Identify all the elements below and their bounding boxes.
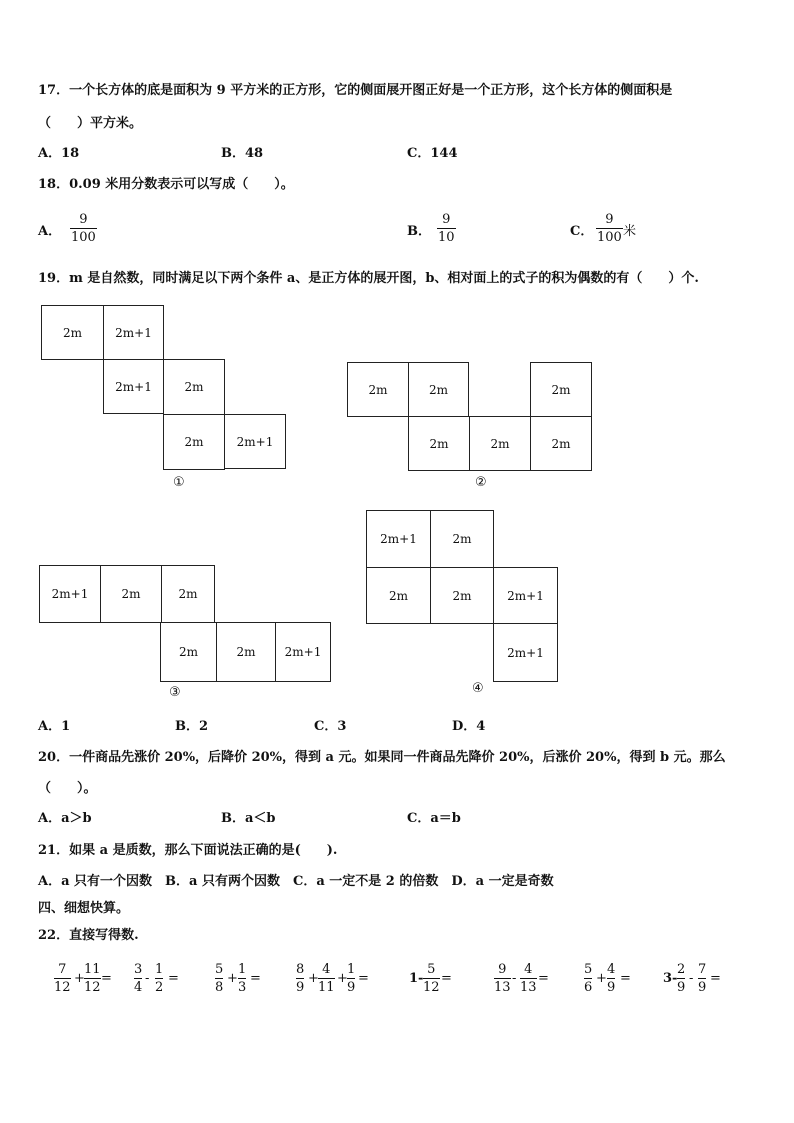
numerator: 5 [215, 962, 224, 977]
denominator: 100 [597, 230, 622, 245]
denominator: 4 [134, 980, 143, 995]
face-label: 2m+1 [115, 379, 152, 394]
q18-option-c-label: C． [570, 224, 594, 239]
numerator: 9 [79, 212, 88, 227]
e4-op1: + [308, 971, 319, 986]
numerator: 7 [698, 962, 707, 977]
denominator: 13 [494, 980, 511, 995]
q18-option-a-fraction [70, 212, 97, 245]
net1-face [103, 305, 164, 360]
e8-eq: = [710, 971, 721, 986]
e3-eq: = [250, 971, 261, 986]
numerator: 1 [238, 962, 247, 977]
q20-option-a: A．a＞b [38, 811, 92, 826]
fraction-bar [296, 978, 304, 979]
e7-frac2 [607, 962, 615, 995]
e8-frac1 [677, 962, 685, 995]
face-label: 2m [178, 645, 198, 659]
face-label: 2m [452, 532, 472, 546]
net2-mark: ② [475, 475, 487, 490]
numerator: 8 [296, 962, 305, 977]
face-label: 2m+1 [380, 532, 417, 546]
e8-prefix: 3- [663, 971, 678, 986]
e4-eq: = [358, 971, 369, 986]
e1-frac1 [54, 962, 71, 995]
q17-stem-line1: 17．一个长方体的底是面积为 9 平方米的正方形，它的侧面展开图正好是一个正方形，这个长方体的侧面积是 [38, 83, 673, 98]
q19-option-b: B．2 [175, 719, 209, 734]
net3-face [39, 565, 101, 623]
q19-option-a: A．1 [38, 719, 71, 734]
net1-mark: ① [173, 475, 185, 490]
e3-frac2 [238, 962, 246, 995]
q20-option-b: B．a＜b [221, 811, 276, 826]
q19-stem: 19．m 是自然数，同时满足以下两个条件 a、是正方体的展开图，b、相对面上的式子的积为偶数的有（ ）个. [38, 271, 699, 286]
face-label: 2m [184, 380, 204, 394]
face-label: 2m [388, 588, 408, 603]
denominator: 2 [155, 980, 164, 995]
denominator: 3 [238, 980, 247, 995]
net2-face [530, 362, 592, 417]
numerator: 1 [347, 962, 356, 977]
e6-frac1 [494, 962, 511, 995]
fraction-bar [584, 978, 592, 979]
net2-face [347, 362, 409, 417]
face-label: 2m+1 [115, 325, 152, 340]
numerator: 9 [498, 962, 507, 977]
q20-option-c: C．a＝b [407, 811, 461, 826]
numerator: 4 [524, 962, 533, 977]
e1-op1: + [74, 971, 85, 986]
denominator: 6 [584, 980, 593, 995]
fraction-bar [238, 978, 246, 979]
denominator: 9 [677, 980, 686, 995]
numerator: 3 [134, 962, 143, 977]
e8-op1: - [689, 971, 694, 986]
face-label: 2m+1 [284, 645, 322, 659]
q18-option-b-label: B． [407, 224, 431, 239]
e7-frac1 [584, 962, 592, 995]
e4-frac2 [318, 962, 335, 995]
q18-option-c-unit: 米 [623, 224, 637, 239]
face-label: 2m+1 [51, 587, 89, 601]
q20-stem-line2: （ ）。 [38, 781, 97, 796]
q18-option-b-fraction [437, 212, 456, 245]
net1-face [103, 359, 164, 414]
q20-stem-line1: 20．一件商品先涨价 20%，后降价 20%，得到 a 元。如果同一件商品先降价 20%，后涨价 20%，得到 b 元。那么 [38, 750, 726, 765]
fraction-bar [520, 978, 537, 979]
denominator: 9 [698, 980, 707, 995]
face-label: 2m [429, 436, 449, 451]
fraction-bar [318, 978, 335, 979]
net1-face [163, 359, 225, 415]
e2-frac2 [155, 962, 163, 995]
fraction-bar [437, 228, 456, 229]
face-label: 2m+1 [507, 588, 544, 603]
net4-face [430, 567, 494, 624]
net4-face [366, 567, 431, 624]
q21-options: A．a 只有一个因数 B．a 只有两个因数 C．a 一定不是 2 的倍数 D．a 一定是奇数 [38, 874, 554, 889]
e4-frac1 [296, 962, 304, 995]
e6-op1: - [512, 971, 517, 986]
e2-eq: = [168, 971, 179, 986]
q17-option-c: C．144 [407, 146, 458, 161]
q19-option-d: D．4 [452, 719, 486, 734]
face-label: 2m+1 [507, 645, 544, 660]
fraction-bar [134, 978, 142, 979]
fraction-bar [70, 228, 97, 229]
face-label: 2m [368, 382, 388, 397]
q17-option-b: B．48 [221, 146, 264, 161]
denominator: 100 [71, 230, 96, 245]
face-label: 2m [62, 325, 82, 340]
numerator: 7 [58, 962, 67, 977]
face-label: 2m [121, 587, 141, 601]
net3-face [160, 622, 217, 682]
numerator: 4 [607, 962, 616, 977]
e3-frac1 [215, 962, 223, 995]
e1-frac2 [84, 962, 101, 995]
face-label: 2m [551, 436, 571, 451]
fraction-bar [607, 978, 615, 979]
net4-face [366, 510, 431, 568]
face-label: 2m [184, 435, 204, 449]
net4-face [493, 623, 558, 682]
fraction-bar [54, 978, 71, 979]
q17-option-a: A．18 [38, 146, 80, 161]
face-label: 2m [490, 436, 510, 451]
denominator: 13 [520, 980, 537, 995]
e1-eq: = [101, 971, 112, 986]
net3-face [100, 565, 162, 623]
face-label: 2m [452, 588, 472, 603]
denominator: 9 [607, 980, 616, 995]
net1-face [41, 305, 104, 360]
fraction-bar [84, 978, 101, 979]
numerator: 11 [84, 962, 101, 977]
e5-frac1 [423, 962, 440, 995]
numerator: 4 [322, 962, 331, 977]
net2-face [530, 416, 592, 471]
e7-op1: + [596, 971, 607, 986]
net1-face [163, 414, 225, 470]
denominator: 9 [296, 980, 305, 995]
net3-face [161, 565, 215, 623]
e7-eq: = [620, 971, 631, 986]
denominator: 8 [215, 980, 224, 995]
fraction-bar [347, 978, 355, 979]
net3-face [216, 622, 276, 682]
numerator: 5 [584, 962, 593, 977]
e2-op1: - [145, 971, 150, 986]
denominator: 9 [347, 980, 356, 995]
numerator: 2 [677, 962, 686, 977]
fraction-bar [155, 978, 163, 979]
denominator: 12 [423, 980, 440, 995]
e8-frac2 [698, 962, 706, 995]
e5-prefix: 1- [409, 971, 424, 986]
denominator: 11 [318, 980, 335, 995]
net2-face [408, 416, 470, 471]
q18-stem: 18．0.09 米用分数表示可以写成（ ）。 [38, 177, 294, 192]
face-label: 2m+1 [236, 434, 274, 449]
denominator: 10 [438, 230, 455, 245]
net3-mark: ③ [169, 685, 181, 700]
net1-face [224, 414, 286, 469]
fraction-bar [215, 978, 223, 979]
denominator: 12 [54, 980, 71, 995]
face-label: 2m [236, 645, 256, 659]
e5-eq: = [441, 971, 452, 986]
net2-face [469, 416, 531, 471]
section-heading: 四、细想快算。 [38, 901, 130, 916]
fraction-bar [677, 978, 685, 979]
q19-option-c: C．3 [314, 719, 347, 734]
e6-eq: = [538, 971, 549, 986]
fraction-bar [596, 228, 623, 229]
q18-option-c-fraction [596, 212, 623, 245]
e4-op2: + [337, 971, 348, 986]
e4-frac3 [347, 962, 355, 995]
face-label: 2m [178, 587, 198, 601]
net4-face [493, 567, 558, 624]
fraction-bar [698, 978, 706, 979]
numerator: 1 [155, 962, 164, 977]
numerator: 5 [427, 962, 436, 977]
fraction-bar [494, 978, 511, 979]
q17-stem-line2: （ ）平方米。 [38, 116, 143, 131]
q21-stem: 21．如果 a 是质数，那么下面说法正确的是( ). [38, 843, 338, 858]
e2-frac1 [134, 962, 142, 995]
denominator: 12 [84, 980, 101, 995]
e6-frac2 [520, 962, 537, 995]
net4-face [430, 510, 494, 568]
face-label: 2m [428, 382, 448, 397]
fraction-bar [423, 978, 440, 979]
numerator: 9 [605, 212, 614, 227]
numerator: 9 [442, 212, 451, 227]
face-label: 2m [551, 382, 571, 397]
q18-option-a-label: A． [38, 224, 62, 239]
q22-stem: 22．直接写得数. [38, 928, 139, 943]
e3-op1: + [227, 971, 238, 986]
net2-face [408, 362, 469, 417]
net3-face [275, 622, 331, 682]
net4-mark: ④ [472, 681, 484, 696]
